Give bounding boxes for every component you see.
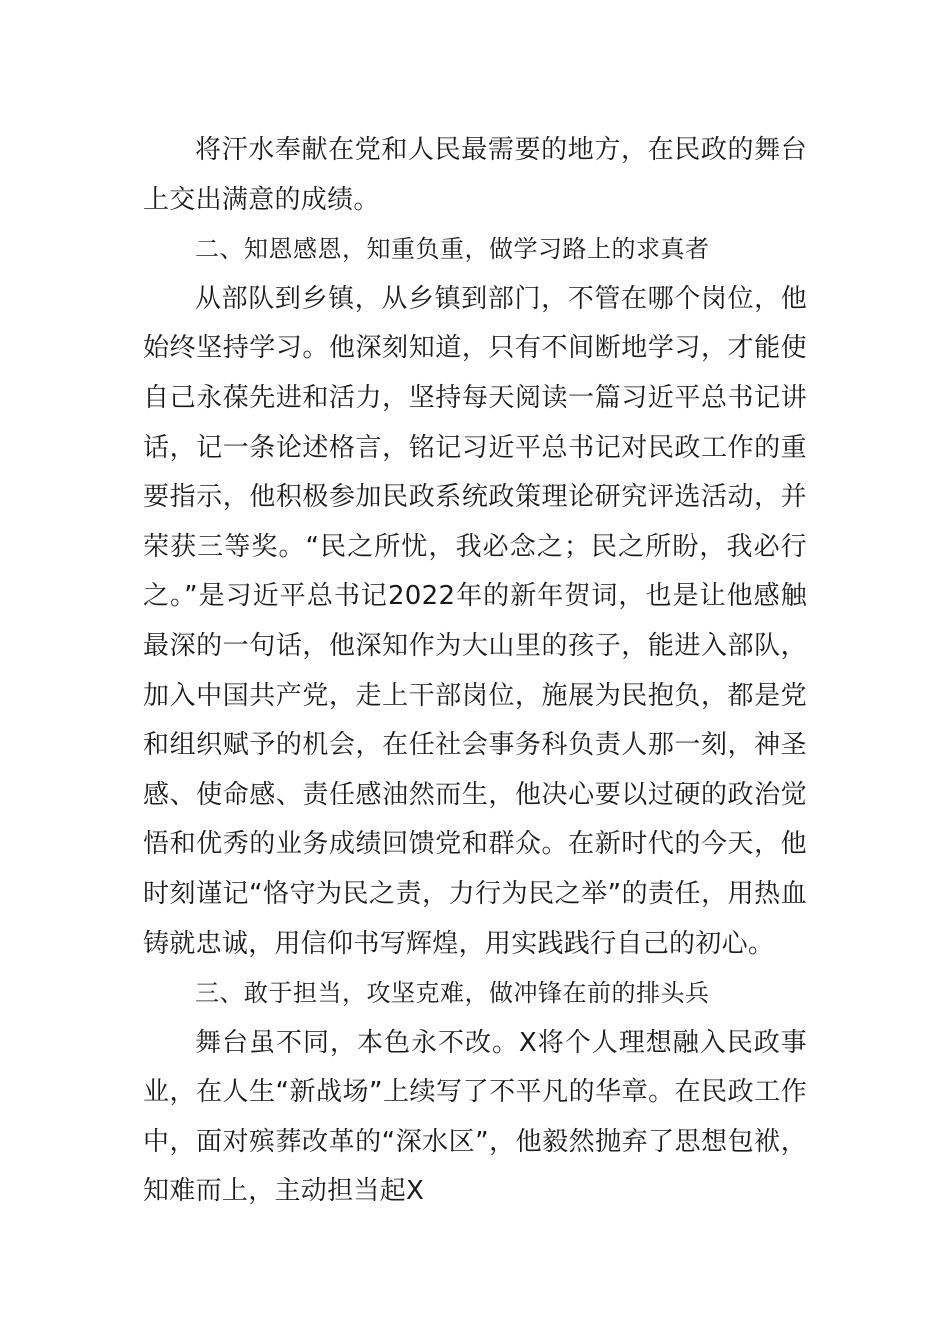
body-paragraph: 从部队到乡镇，从乡镇到部门，不管在哪个岗位，他始终坚持学习。他深刻知道，只有不间断地学习，才能使自己永葆先进和活力，坚持每天阅读一篇习近平总书记讲话，记一条论述格言，铭记习近平总书记对民政工作的重要指示，他积极参加民政系统政策理论研究评选活动，并荣获三等奖。“民之所忧，我必念之；民之所盼，我必行之。”是习近平总书记2022年的新年贺词，也是让他感触最深的一句话，他深知作为大山里的孩子，能进入部队，加入中国共产党，走上干部岗位，施展为民抱负，都是党和组织赋予的机会，在任社会事务科负责人那一刻，神圣感、使命感、责任感油然而生，他决心要以过硬的政治觉悟和优秀的业务成绩回馈党和群众。在新时代的今天，他时刻谨记“恪守为民之责，力行为民之举”的责任，用热血铸就忠诚，用信仰书写辉煌，用实践践行自己的初心。 <box>143 283 807 959</box>
body-paragraph: 舞台虽不同，本色永不改。X将个人理想融入民政事业，在人生“新战场”上续写了不平凡的华章。在民政工作中，面对殡葬改革的“深水区”，他毅然抛弃了思想包袱，知难而上，主动担当起X <box>143 1027 807 1207</box>
document-body <box>143 126 807 1217</box>
section-heading: 三、敢于担当，攻坚克难，做冲锋在前的排头兵 <box>195 979 710 1008</box>
section-heading: 二、知恩感恩，知重负重，做学习路上的求真者 <box>195 235 710 264</box>
body-paragraph: 将汗水奉献在党和人民最需要的地方，在民政的舞台上交出满意的成绩。 <box>143 135 807 215</box>
